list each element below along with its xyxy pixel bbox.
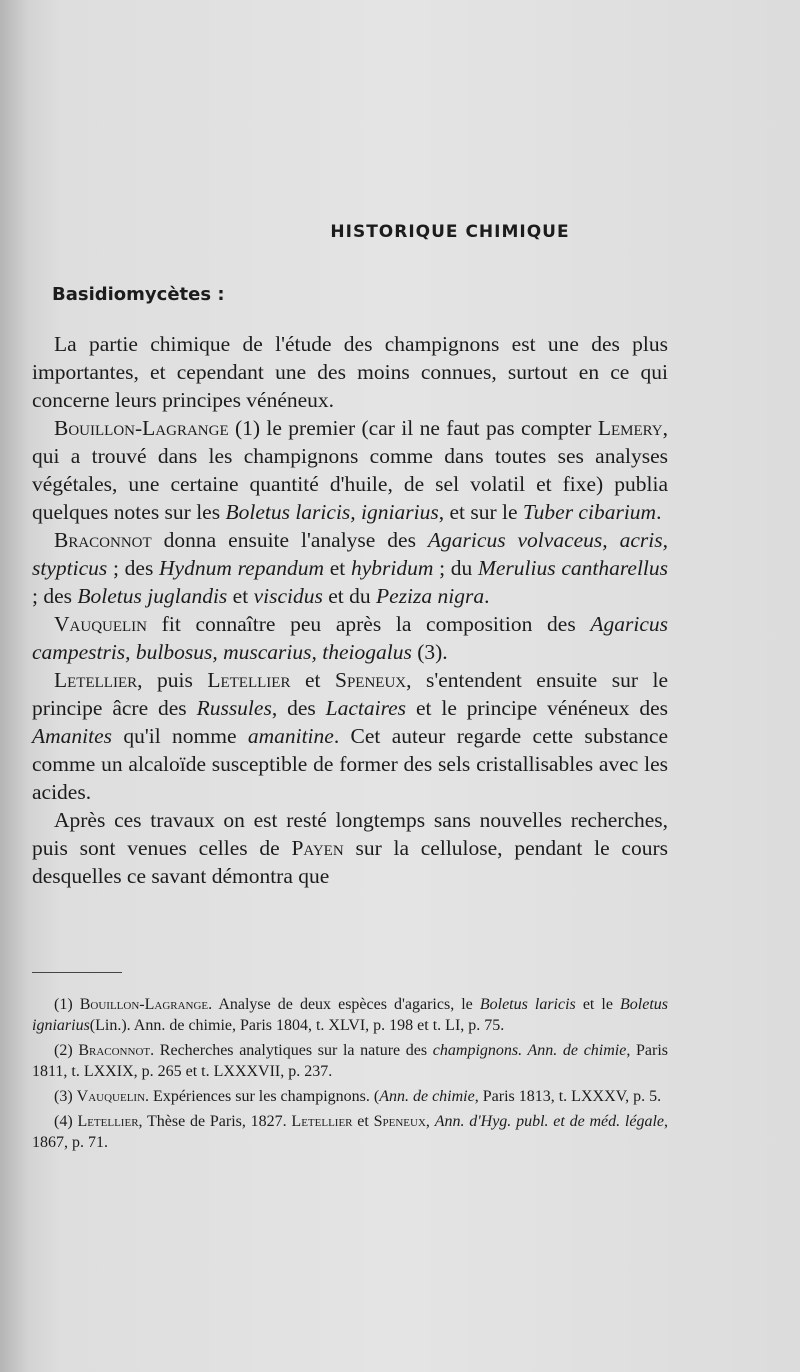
text-run: ; des: [32, 584, 78, 608]
author-name: Vauquelin: [76, 1088, 146, 1105]
species-name: hybridum: [350, 556, 434, 580]
species-name: Lactaires: [325, 696, 407, 720]
author-name: Speneux: [334, 668, 407, 692]
journal-title: champignons. Ann. de chimie: [432, 1042, 627, 1059]
author-name: Bouillon-Lagrange: [54, 416, 229, 440]
footnote-4: [32, 1111, 668, 1153]
species-name: Boletus laricis: [479, 996, 576, 1013]
text-run: , des: [271, 696, 326, 720]
text-run: ; du: [433, 556, 478, 580]
text-run: .: [656, 500, 662, 524]
text-run: et: [352, 1113, 374, 1130]
journal-title: Ann. d'Hyg. publ. et de méd. légale: [434, 1113, 665, 1130]
footnote-2: [32, 1040, 668, 1082]
text-run: . Recherches analytiques sur la nature des: [150, 1042, 433, 1059]
species-name: Merulius cantharellus: [477, 556, 669, 580]
species-name: Agaricus volvaceus, acris, stypticus: [32, 528, 668, 580]
species-name: viscidus: [253, 584, 323, 608]
species-name: Tuber cibarium: [522, 500, 657, 524]
author-name: Braconnot: [78, 1042, 151, 1059]
journal-title: Ann. de chimie: [379, 1088, 475, 1105]
text-run: et: [290, 668, 335, 692]
footnote-number: (1): [54, 996, 80, 1013]
text-run: sur la cellulose, pendant le cours desquelles ce savant démontra que: [32, 836, 668, 888]
text-run: .: [484, 584, 490, 608]
species-name: Hydnum repandum: [159, 556, 324, 580]
text-run: , et sur le: [438, 500, 523, 524]
paragraph-vauquelin: [32, 610, 668, 666]
body-text: [32, 330, 668, 890]
footnote-3: [32, 1086, 668, 1107]
species-name: Russules: [196, 696, 272, 720]
text-run: donna ensuite l'analyse des: [151, 528, 428, 552]
text-run: et le: [575, 996, 621, 1013]
paragraph-payen: [32, 806, 668, 890]
text-run: , Thèse de Paris, 1827.: [138, 1113, 292, 1130]
text-run: . Analyse de deux espèces d'agarics, le: [208, 996, 480, 1013]
author-name: Speneux: [373, 1113, 426, 1130]
text-run: (3).: [411, 640, 448, 664]
text-run: ,: [425, 1113, 435, 1130]
text-run: , puis: [137, 668, 208, 692]
binding-shadow: [0, 0, 28, 1372]
text-run: le premier (car il ne faut pas compter: [260, 416, 598, 440]
paragraph-intro: La partie chimique de l'étude des champignons est une des plus importantes, et cependant une des moins connues, surtout en ce qui concerne leurs principes vénéneux.: [32, 332, 668, 412]
text-run: et: [323, 556, 351, 580]
author-name: Bouillon-Lagrange: [79, 996, 209, 1013]
author-name: Payen: [291, 836, 344, 860]
footnote-number: (2): [54, 1042, 79, 1059]
text-run: , Paris 1813, t. LXXXV, p. 5.: [474, 1088, 662, 1105]
species-name: Boletus laricis, igniarius: [225, 500, 439, 524]
text-run: . Cet auteur regarde cette substance comme un alcaloïde susceptible de former des sels cristallisables avec les acides.: [32, 724, 669, 804]
footnotes: [32, 994, 668, 1157]
author-name: Letellier: [54, 668, 138, 692]
species-name: Agaricus campestris, bulbosus, muscarius, theiogalus: [32, 612, 668, 664]
text-run: et le principe vénéneux des: [406, 696, 669, 720]
author-name: Vauquelin: [54, 612, 148, 636]
text-run: , 1867, p. 71.: [32, 1113, 669, 1151]
text-run: . Expériences sur les champignons. (: [145, 1088, 380, 1105]
paragraph-bouillon: [32, 414, 668, 526]
text-run: fit connaître peu après la composition des: [147, 612, 591, 636]
text-run: et: [227, 584, 254, 608]
section-heading: HISTORIQUE CHIMIQUE: [330, 222, 570, 242]
paragraph-braconnot: [32, 526, 668, 610]
footnote-number: (4): [54, 1113, 78, 1130]
author-name: Braconnot: [54, 528, 152, 552]
author-name: Lemery: [597, 416, 663, 440]
text-run: qu'il nomme: [112, 724, 248, 748]
paragraph-letellier: [32, 666, 668, 806]
author-name: Letellier: [77, 1113, 139, 1130]
species-name: Boletus igniarius: [32, 996, 669, 1034]
footnote-ref: (1): [234, 416, 261, 440]
text-run: , qui a trouvé dans les champignons comme dans toutes ses analyses végétales, une certaine quantité d'huile, de sel volatil et fixe) publia quelques notes sur les: [32, 416, 668, 524]
footnote-1: [32, 994, 668, 1036]
author-name: Letellier: [291, 1113, 353, 1130]
footnote-divider: [32, 972, 122, 973]
text-run: et du: [322, 584, 377, 608]
species-name: Boletus juglandis: [77, 584, 228, 608]
author-name: Letellier: [207, 668, 291, 692]
species-name: Peziza nigra: [376, 584, 485, 608]
term: amanitine: [247, 724, 334, 748]
species-name: Amanites: [32, 724, 113, 748]
text-run: , s'entendent ensuite sur le principe âcre des: [32, 668, 668, 720]
text-run: ; des: [107, 556, 160, 580]
footnote-number: (3): [54, 1088, 77, 1105]
text-run: Après ces travaux on est resté longtemps sans nouvelles recherches, puis sont venues celles de: [32, 808, 668, 860]
text-run: , Paris 1811, t. LXXIX, p. 265 et t. LXXXVII, p. 237.: [32, 1042, 669, 1080]
text-run: (Lin.). Ann. de chimie, Paris 1804, t. XLVI, p. 198 et t. LI, p. 75.: [89, 1017, 505, 1034]
subsection-heading: Basidiomycètes :: [52, 284, 225, 305]
